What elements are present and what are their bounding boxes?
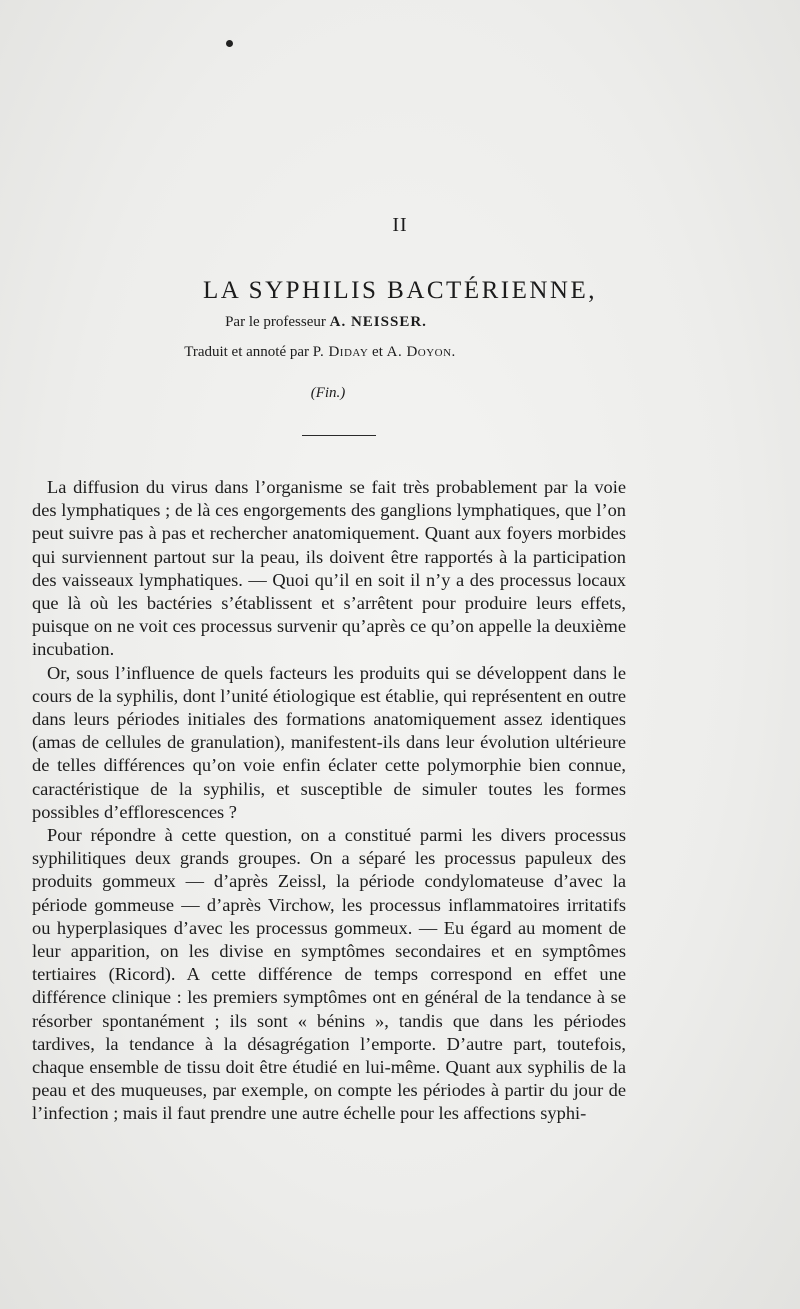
body-text: [32, 476, 626, 1126]
author-name: A. NEISSER.: [329, 314, 427, 330]
ink-spot: [226, 40, 233, 47]
fin-marker: (Fin.): [310, 385, 346, 401]
translators-line: [0, 344, 640, 361]
author-line: [0, 314, 652, 331]
author-prefix: Par le professeur: [225, 314, 326, 330]
translator-diday: P. Diday: [312, 344, 369, 360]
translator-doyon: A. Doyon.: [386, 344, 456, 360]
section-number: II: [392, 214, 408, 236]
translators-prefix: Traduit et annoté par: [184, 344, 310, 360]
paragraph-groupes: Pour répondre à cette question, on a constitué parmi les divers processus syphilitiques deux grands groupes. On a séparé les processus papuleux des produits gommeux — d’après Zeissl, la période condylomateuse d’avec la période gommeuse — d’après Virchow, les processus inflammatoires irritatifs ou hyperplasiques d’avec les processus gommeux. — Eu égard au moment de leur apparition, on les divise en symptômes secondaires et en symptômes tertiaires (Ricord). A cette différence de temps correspond en effet une différence clinique : les premiers symptômes ont en général de la tendance à se résorber spontanément ; ils sont « bénins », tandis que dans les périodes tardives, la tendance à la désagrégation l’emporte. D’autre part, toutefois, chaque ensemble de tissu doit être étudié en lui-même. Quant aux syphilis de la peau et des muqueuses, par exemple, on compte les périodes à partir du jour de l’infection ; mais il faut prendre une autre échelle pour les affections syphi-: [32, 825, 626, 1124]
paragraph-diffusion: La diffusion du virus dans l’organisme se fait très probablement par la voie des lymphatiques ; de là ces engorgements des ganglions lymphatiques, que l’on peut suivre pas à pas et rechercher anatomiquement. Quant aux foyers morbides qui surviennent partout sur la peau, ils doivent être rapportés à la participation des vaisseaux lymphatiques. — Quoi qu’il en soit il n’y a des processus locaux que là où les bactéries s’établissent et s’arrêtent pour produire leurs effets, puisque on ne voit ces processus survenir qu’après ce qu’on appelle la deuxième incubation.: [32, 477, 626, 660]
section-rule: [302, 435, 376, 436]
article-title: LA SYPHILIS BACTÉRIENNE,: [202, 277, 598, 304]
translators-joiner: et: [372, 344, 383, 360]
paragraph-facteurs: Or, sous l’influence de quels facteurs les produits qui se développent dans le cours de la syphilis, dont l’unité étiologique est établie, qui représentent en outre dans leurs périodes initiales des formations anatomiquement assez identiques (amas de cellules de granulation), manifestent-ils dans leur évolution ultérieure de telles différences qu’on voie enfin éclater cette polymorphie bien connue, caractéristique de la syphilis, et susceptible de simuler toutes les formes possibles d’efflorescences ?: [32, 662, 626, 822]
